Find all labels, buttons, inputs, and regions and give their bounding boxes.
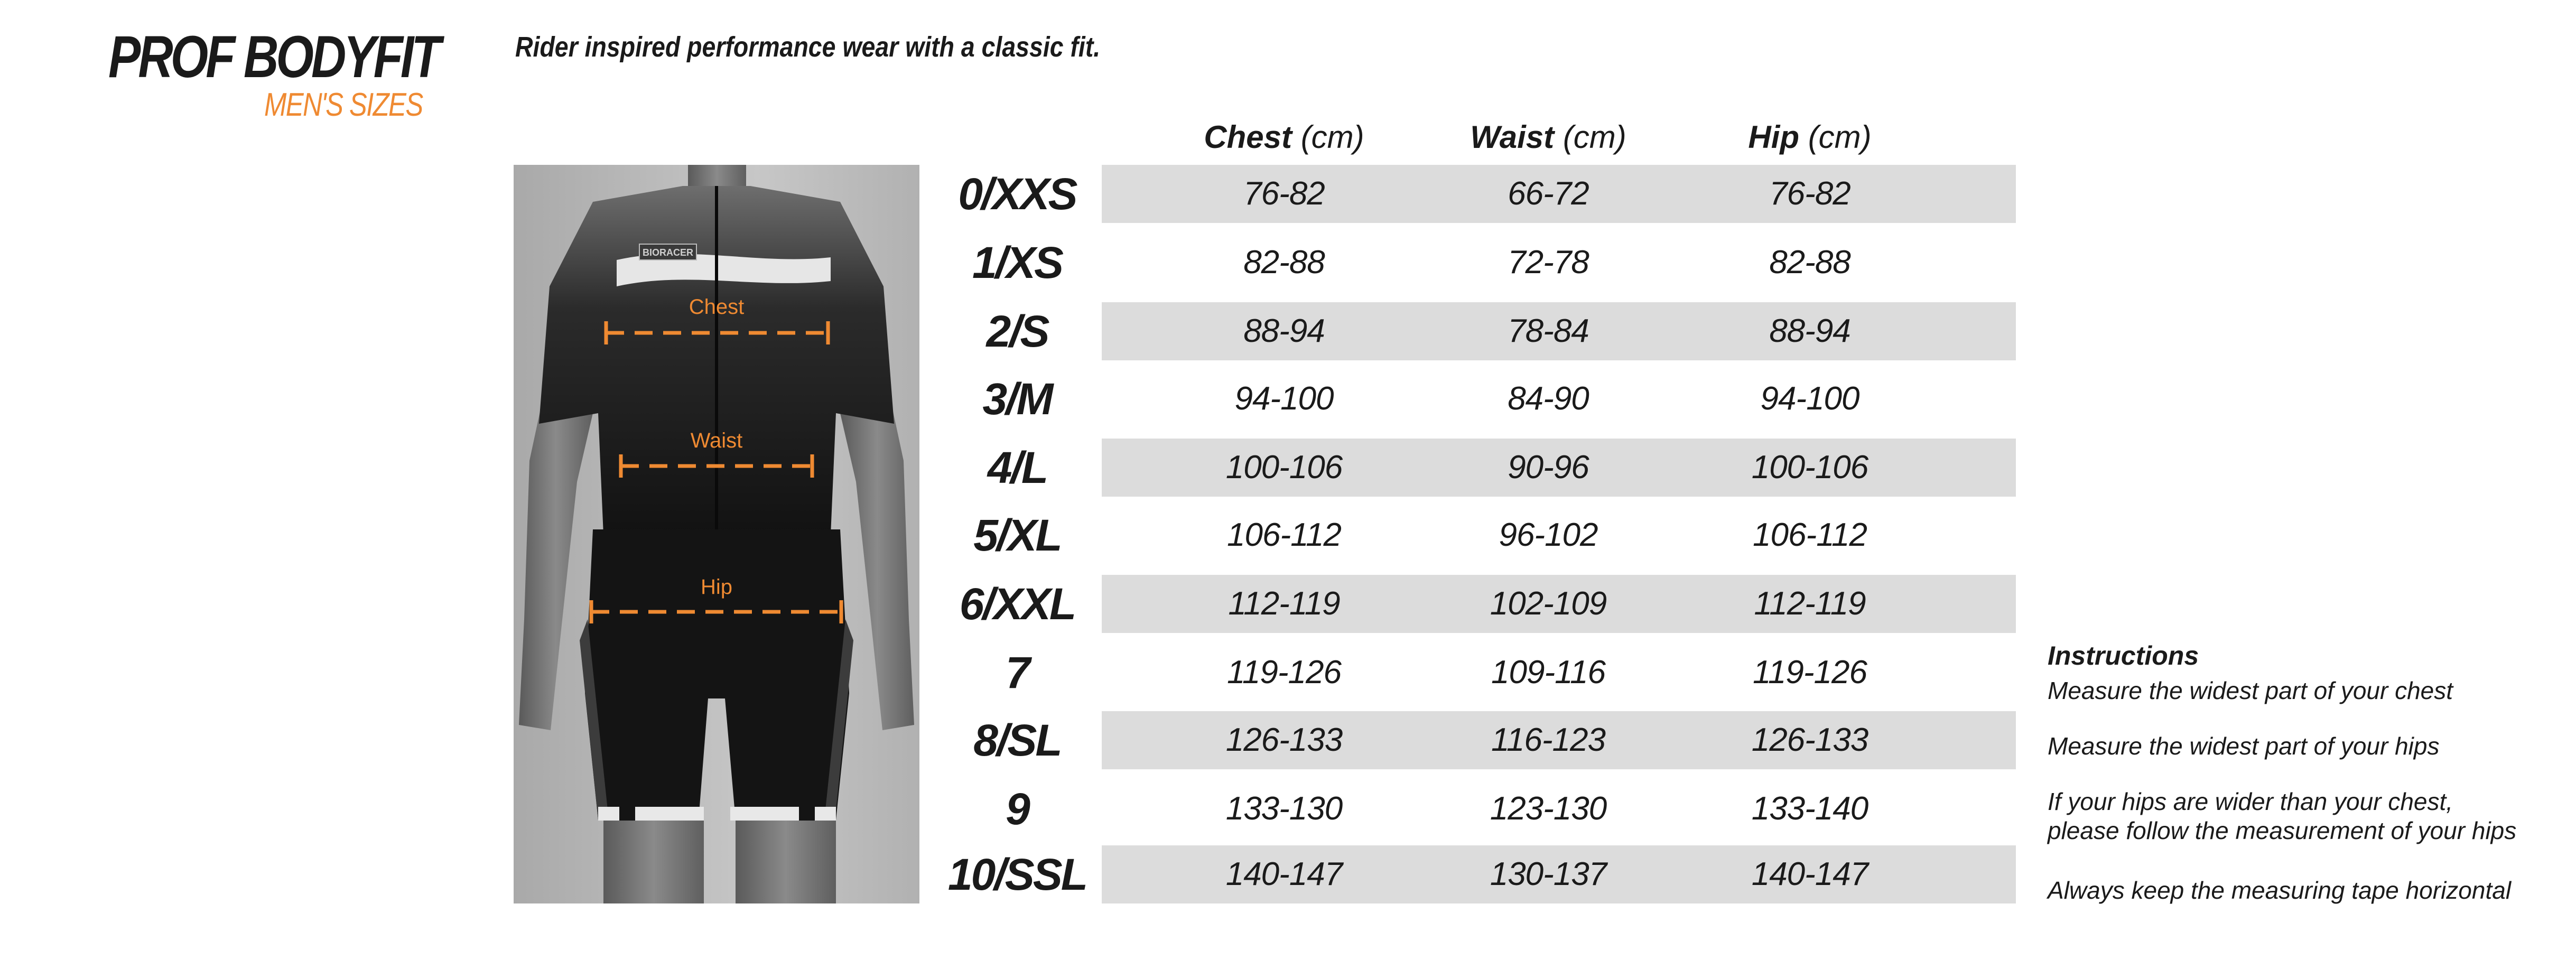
instruction-chest: Measure the widest part of your chest [2048, 677, 2453, 704]
size-row-2 [0, 302, 2024, 360]
chest-value: 133-130 [1225, 790, 1343, 827]
hip-value: 82-88 [1769, 244, 1850, 281]
chest-value: 112-119 [1228, 585, 1340, 622]
waist-value: 96-102 [1499, 517, 1598, 553]
chest-value: 140-147 [1225, 856, 1343, 892]
brand-subtitle: MEN'S SIZES [264, 87, 423, 123]
hip-value: 88-94 [1769, 313, 1850, 349]
hip-value: 100-106 [1751, 449, 1868, 486]
column-header-waist [1416, 119, 1680, 156]
hip-value: 112-119 [1754, 585, 1866, 622]
chest-value: 119-126 [1227, 654, 1341, 691]
waist-value: 116-123 [1491, 722, 1605, 758]
size-label: 4/L [987, 443, 1047, 492]
hip-value: 76-82 [1769, 175, 1850, 212]
chest-value: 94-100 [1234, 380, 1334, 417]
waist-value: 123-130 [1490, 790, 1607, 827]
size-row-5 [0, 506, 2024, 564]
column-header-label: Waist [1470, 119, 1555, 155]
size-label: 6/XXL [959, 579, 1075, 629]
size-row-7 [0, 644, 2024, 702]
instruction-tape-horizontal: Always keep the measuring tape horizontal [2048, 877, 2512, 904]
instruction-wider-hips-line-2: please follow the measurement of your hips [2048, 817, 2517, 844]
column-header-chest [1152, 119, 1416, 156]
waist-value: 84-90 [1508, 380, 1589, 417]
chest-label: Chest [689, 295, 745, 319]
tagline: Rider inspired performance wear with a classic fit. [515, 31, 1101, 63]
size-row-4 [0, 439, 2024, 497]
waist-label: Waist [690, 429, 743, 452]
size-label: 5/XL [973, 510, 1061, 560]
waist-value: 78-84 [1508, 313, 1589, 349]
chest-value: 76-82 [1243, 175, 1325, 212]
hip-value: 133-140 [1751, 790, 1868, 827]
column-header-unit: (cm) [1808, 119, 1872, 155]
size-row-3 [0, 370, 2024, 428]
hip-value: 119-126 [1753, 654, 1867, 691]
hip-value: 106-112 [1753, 517, 1867, 553]
waist-value: 66-72 [1508, 175, 1589, 212]
size-row-9 [0, 780, 2024, 838]
waist-value: 109-116 [1491, 654, 1605, 691]
size-label: 9 [1006, 784, 1029, 834]
column-header-hip [1678, 119, 1942, 156]
instruction-hips: Measure the widest part of your hips [2048, 732, 2440, 760]
chest-value: 88-94 [1243, 313, 1325, 349]
size-label: 3/M [982, 374, 1052, 424]
column-header-label: Hip [1748, 119, 1800, 155]
chest-value: 126-133 [1225, 722, 1343, 758]
hip-value: 140-147 [1751, 856, 1868, 892]
size-label: 10/SSL [947, 850, 1087, 899]
hip-value: 126-133 [1751, 722, 1868, 758]
instructions-title: Instructions [2048, 641, 2199, 670]
waist-value: 90-96 [1508, 449, 1589, 486]
chest-value: 106-112 [1227, 517, 1341, 553]
column-header-unit: (cm) [1563, 119, 1626, 155]
chest-value: 82-88 [1243, 244, 1325, 281]
size-row-1 [0, 234, 2024, 292]
hip-value: 94-100 [1760, 380, 1859, 417]
size-label: 8/SL [973, 715, 1061, 765]
jersey-logo: BIORACER [642, 247, 694, 258]
chest-value: 100-106 [1225, 449, 1343, 486]
size-row-6 [0, 575, 2024, 633]
waist-value: 130-137 [1490, 856, 1607, 892]
size-row-8 [0, 711, 2024, 769]
size-row-0 [0, 165, 2024, 223]
size-label: 1/XS [972, 238, 1063, 287]
hip-label: Hip [700, 575, 733, 599]
size-row-10 [0, 845, 2024, 903]
size-label: 7 [1006, 648, 1029, 697]
waist-value: 72-78 [1508, 244, 1589, 281]
column-header-label: Chest [1204, 119, 1292, 155]
column-header-unit: (cm) [1300, 119, 1364, 155]
size-label: 0/XXS [958, 169, 1076, 219]
brand-title: PROF BODYFIT [108, 24, 439, 90]
instruction-wider-hips-line-1: If your hips are wider than your chest, [2048, 788, 2453, 815]
waist-value: 102-109 [1490, 585, 1607, 622]
size-label: 2/S [986, 306, 1048, 356]
